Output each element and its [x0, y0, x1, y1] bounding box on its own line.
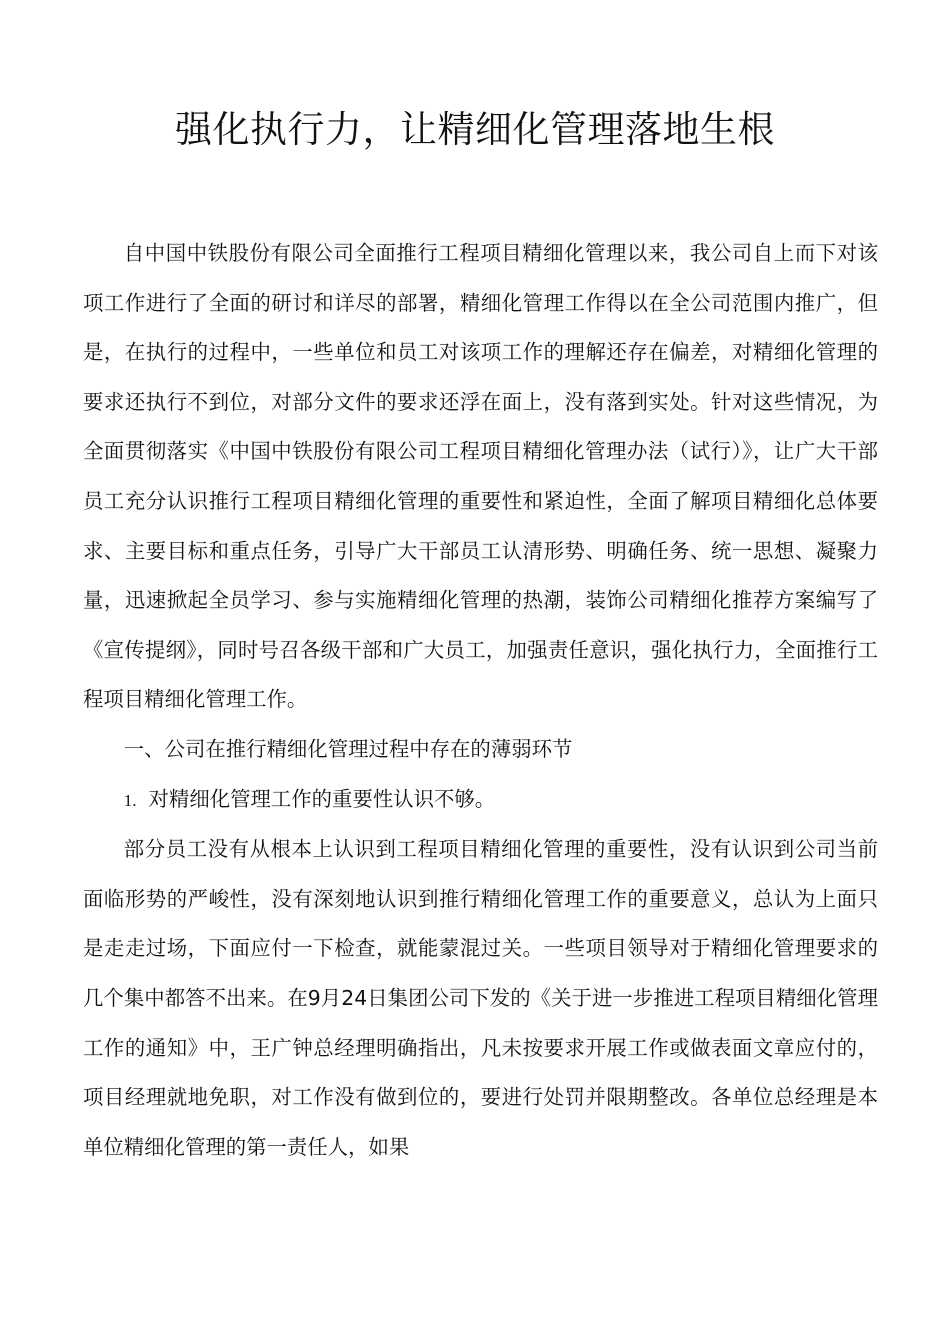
body-paragraph: 部分员工没有从根本上认识到工程项目精细化管理的重要性，没有认识到公司当前面临形势的严峻性，没有深刻地认识到推行精细化管理工作的重要意义，总认为上面只是走走过场，下面应付一下检查，就能蒙混过关。一些项目领导对于精细化管理要求的几个集中都答不出来。在9月24日集团公司下发的《关于进一步推进工程项目精细化管理工作的通知》中，王广钟总经理明确指出，凡未按要求开展工作或做表面文章应付的，项目经理就地免职，对工作没有做到位的，要进行处罚并限期整改。各单位总经理是本单位精细化管理的第一责任人，如果: [83, 837, 878, 1159]
intro-paragraph: 自中国中铁股份有限公司全面推行工程项目精细化管理以来，我公司自上而下对该项工作进行了全面的研讨和详尽的部署，精细化管理工作得以在全公司范围内推广，但是，在执行的过程中，一些单位和员工对该项工作的理解还存在偏差，对精细化管理的要求还执行不到位，对部分文件的要求还浮在面上，没有落到实处。针对这些情况，为全面贯彻落实《中国中铁股份有限公司工程项目精细化管理办法（试行）》，让广大干部员工充分认识推行工程项目精细化管理的重要性和紧迫性，全面了解项目精细化总体要求、主要目标和重点任务，引导广大干部员工认清形势、明确任务、统一思想、凝聚力量，迅速掀起全员学习、参与实施精细化管理的热潮，装饰公司精细化推荐方案编写了《宣传提纲》，同时号召各级干部和广大员工，加强责任意识，强化执行力，全面推行工程项目精细化管理工作。: [83, 241, 878, 712]
numbered-item: [83, 775, 878, 826]
document-title: 强化执行力，让精细化管理落地生根: [175, 108, 775, 151]
section-heading: 一、公司在推行精细化管理过程中存在的薄弱环节: [123, 736, 573, 761]
item-number: 1.: [123, 790, 137, 810]
document-body: [83, 229, 878, 1172]
item-text: 对精细化管理工作的重要性认识不够。: [148, 786, 496, 811]
